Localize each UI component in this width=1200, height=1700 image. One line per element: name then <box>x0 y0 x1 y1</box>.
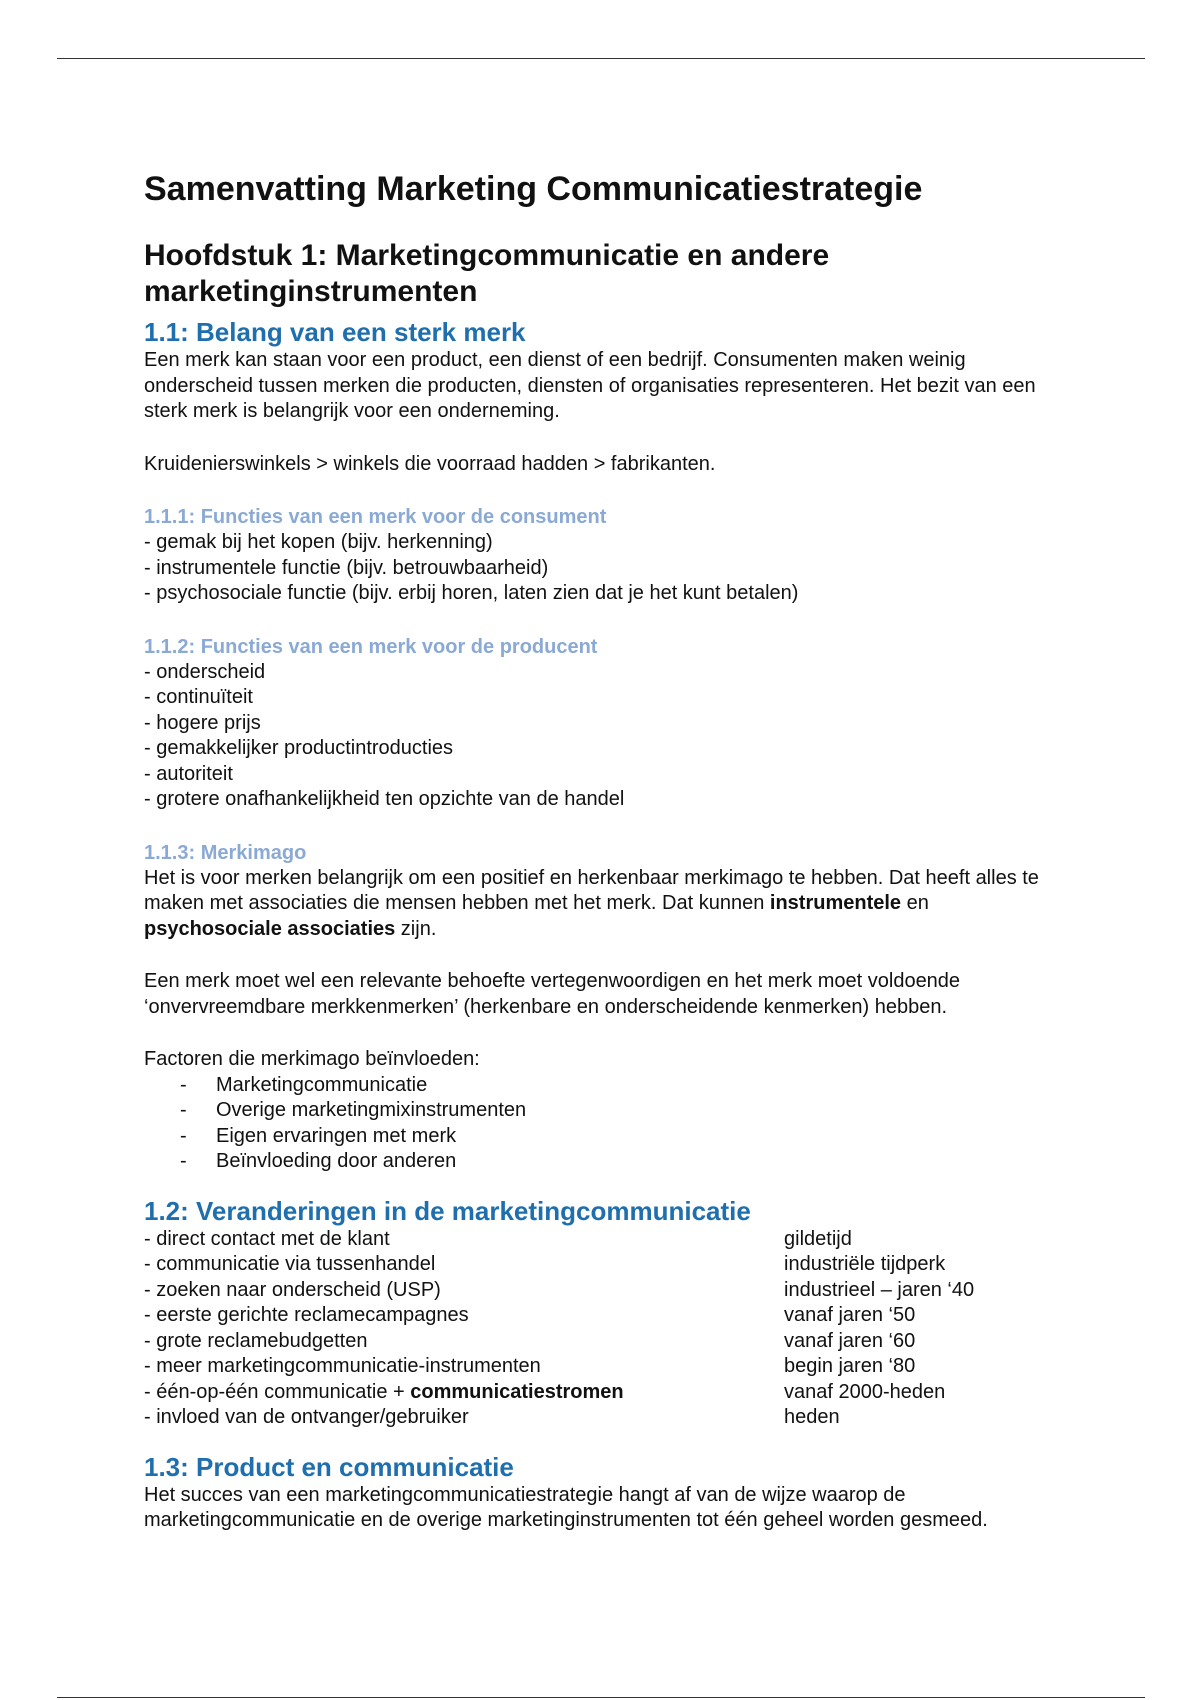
table-row: - invloed van de ontvanger/gebruiker heden <box>144 1406 840 1428</box>
table-row: - grote reclamebudgetten vanaf jaren ‘60 <box>144 1329 916 1352</box>
section-1-1-3-title: 1.1.3: Merkimago <box>144 841 307 864</box>
factors-intro: Factoren die merkimago beïnvloeden: <box>144 1048 480 1070</box>
section-1-1-paragraph-1: Een merk kan staan voor een product, een dienst of een bedrijf. Consumenten maken weinig onderscheid tussen merken die producten, diensten of organisaties representeren. Het bezit van een sterk merk is belangrijk voor een onderneming. <box>144 349 1036 422</box>
dash-bullet: - <box>180 1150 187 1172</box>
chapter-1-title: Hoofdstuk 1: Marketingcommunicatie en andere marketinginstrumenten <box>144 239 830 308</box>
consumer-functions-list <box>144 530 1064 607</box>
bold-term-psychosociale: psychosociale associaties <box>144 917 396 940</box>
list-item: - hogere prijs <box>144 711 261 734</box>
list-item: - instrumentele functie (bijv. betrouwbaarheid) <box>144 556 549 579</box>
bold-term-instrumentele: instrumentele <box>769 892 902 914</box>
producer-functions-list <box>144 660 1064 813</box>
table-row: - zoeken naar onderscheid (USP) industrieel – jaren ‘40 <box>144 1278 975 1301</box>
section-1-1-3-paragraph-2: Een merk moet wel een relevante behoefte vertegenwoordigen en het merk moet voldoende ‘onvervreemdbare merkkenmerken’ (herkenbare en onderscheidende kenmerken) hebben. <box>144 970 961 1018</box>
table-row: - direct contact met de klant gildetijd <box>144 1227 852 1250</box>
bottom-rule <box>57 1697 1145 1698</box>
list-item: - Eigen ervaringen met merk <box>180 1124 1064 1150</box>
table-row: - eerste gerichte reclamecampagnes vanaf jaren ‘50 <box>144 1304 916 1326</box>
list-item: - autoriteit <box>144 762 233 785</box>
table-row: - meer marketingcommunicatie-instrumenten begin jaren ‘80 <box>144 1355 916 1377</box>
table-row: - één-op-één communicatie + communicatiestromen vanaf 2000-heden <box>144 1380 946 1403</box>
dash-bullet: - <box>180 1073 187 1096</box>
section-1-1-title: 1.1: Belang van een sterk merk <box>144 317 526 347</box>
list-item: - continuïteit <box>144 686 253 708</box>
table-row: - communicatie via tussenhandel industriële tijdperk <box>144 1253 946 1275</box>
changes-table <box>144 1227 1064 1431</box>
list-item: - grotere onafhankelijkheid ten opzichte van de handel <box>144 788 625 810</box>
section-1-1-2-title: 1.1.2: Functies van een merk voor de producent <box>144 635 598 658</box>
document-title: Samenvatting Marketing Communicatiestrategie <box>144 170 923 208</box>
list-item: - Beïnvloeding door anderen <box>180 1149 1064 1175</box>
list-item: - gemak bij het kopen (bijv. herkenning) <box>144 531 493 553</box>
document-page <box>144 168 1064 1534</box>
section-1-1-1-title: 1.1.1: Functies van een merk voor de consument <box>144 506 607 528</box>
list-item: - Marketingcommunicatie <box>180 1073 1064 1099</box>
section-1-3-paragraph-1: Het succes van een marketingcommunicatiestrategie hangt af van de wijze waarop de marketingcommunicatie en de overige marketinginstrumenten tot één geheel worden gesmeed. <box>144 1483 988 1531</box>
section-1-1-paragraph-2: Kruidenierswinkels > winkels die voorraad hadden > fabrikanten. <box>144 452 716 475</box>
list-item: - Overige marketingmixinstrumenten <box>180 1098 1064 1124</box>
top-rule <box>57 58 1145 59</box>
section-1-1-3-paragraph-1: Het is voor merken belangrijk om een positief en herkenbaar merkimago te hebben. Dat heeft alles te maken met associaties die mensen hebben met het merk. Dat kunnen instrumentele en psychosociale associaties zijn. <box>144 866 1039 940</box>
list-item: - gemakkelijker productintroducties <box>144 737 454 759</box>
section-1-2-title: 1.2: Veranderingen in de marketingcommunicatie <box>144 1195 751 1226</box>
dash-bullet: - <box>180 1124 187 1147</box>
section-1-3-title: 1.3: Product en communicatie <box>144 1451 514 1482</box>
list-item: - psychosociale functie (bijv. erbij horen, laten zien dat je het kunt betalen) <box>144 582 799 604</box>
factors-list <box>144 1073 1064 1175</box>
list-item: - onderscheid <box>144 660 266 683</box>
dash-bullet: - <box>180 1099 187 1121</box>
